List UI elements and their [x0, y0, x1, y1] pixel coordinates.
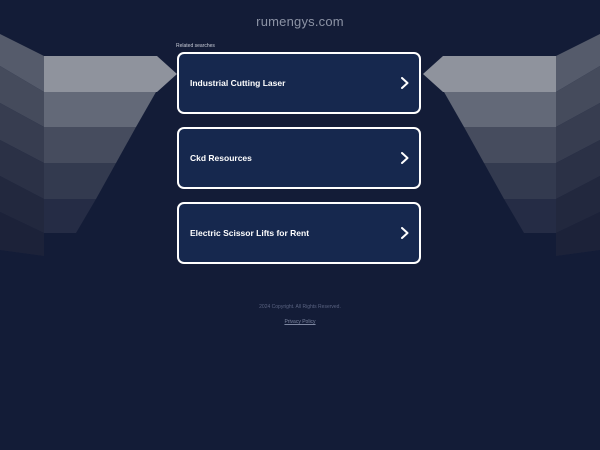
related-search-label: Ckd Resources: [190, 153, 252, 163]
chevron-right-icon: [400, 77, 410, 89]
site-domain-title: rumengys.com: [256, 14, 344, 29]
privacy-policy-link[interactable]: Privacy Policy: [284, 319, 316, 325]
chevron-right-icon: [400, 152, 410, 164]
copyright-text: 2024 Copyright. All Rights Reserved.: [259, 304, 341, 310]
related-search-label: Industrial Cutting Laser: [190, 78, 286, 88]
related-search-label: Electric Scissor Lifts for Rent: [190, 228, 310, 238]
related-search-link-electric-scissor-lifts[interactable]: [177, 202, 421, 264]
chevron-right-icon: [400, 227, 410, 239]
right-wing: [423, 34, 600, 256]
related-search-link-industrial-cutting-laser[interactable]: [177, 52, 421, 114]
left-wing: [0, 34, 177, 256]
related-searches-label: Related searches: [176, 43, 215, 49]
related-search-link-ckd-resources[interactable]: [177, 127, 421, 189]
